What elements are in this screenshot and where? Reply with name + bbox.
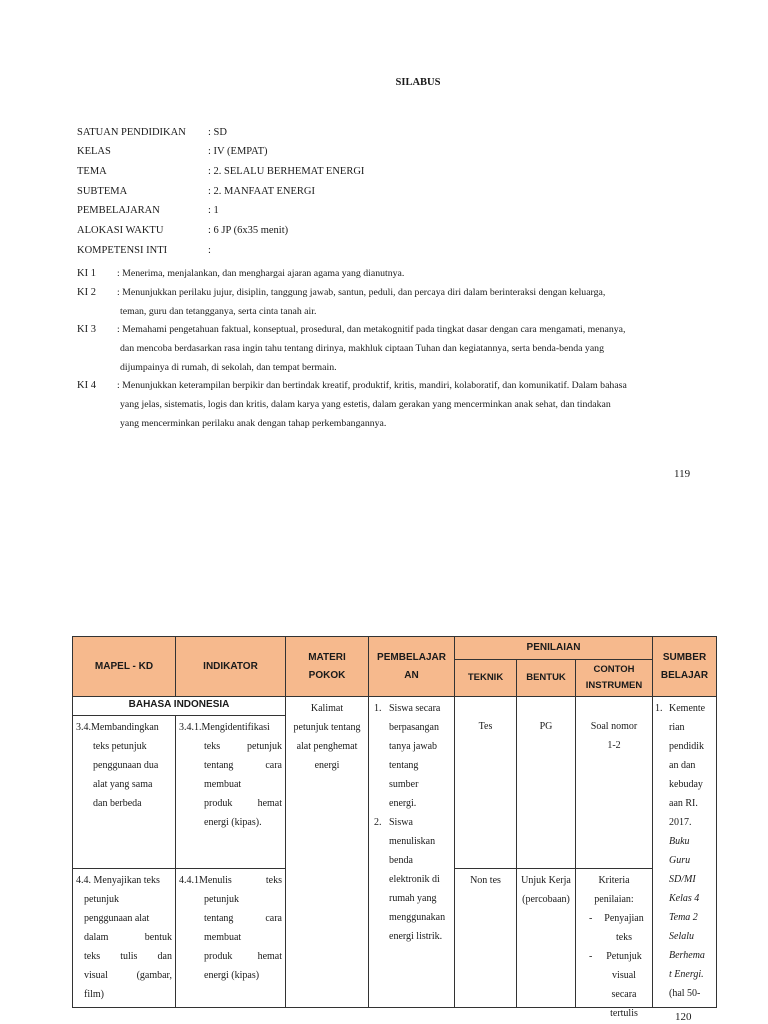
sumber-line-italic: Tema 2 [669, 912, 698, 923]
teknik-tes [454, 696, 517, 869]
meta-label: SATUAN PENDIDIKAN [77, 127, 186, 138]
sumber-line: kebuday [669, 779, 703, 790]
pembelajaran-line: Siswa secara [389, 703, 441, 714]
ki-id: KI 1 [77, 268, 96, 279]
header-pokok-label: POKOK [308, 669, 346, 681]
sumber-line: rian [669, 722, 685, 733]
ki-line: : Memahami pengetahuan faktual, konseptual, prosedural, dan metakognitif pada tingkat dasar dengan cara mengamati, menanya, [117, 324, 626, 335]
ki-line: dan mencoba berdasarkan rasa ingin tahu tentang dirinya, makhluk ciptaan Tuhan dan kegiatannya, serta benda-benda yang [120, 343, 604, 354]
teknik-tes-label: Tes [478, 721, 493, 732]
teknik-non-tes-label: Non tes [470, 875, 501, 886]
indikator-line: energi (kipas). [204, 817, 262, 828]
subject-row [72, 696, 286, 716]
meta-label: ALOKASI WAKTU [77, 225, 164, 236]
kd-line: 4.4. Menyajikan teks [76, 875, 160, 886]
ki-line: teman, guru dan tetangganya, serta cinta tanah air. [120, 306, 317, 317]
pembelajaran-line: energi listrik. [389, 931, 443, 942]
kd-line: 3.4.Membandingkan [76, 722, 159, 733]
contoh-item [579, 947, 649, 1023]
pembelajaran-line: rumah yang [389, 893, 437, 904]
sumber-line-italic: Berhema [669, 950, 705, 961]
pembelajaran-line: elektronik di [389, 874, 440, 885]
ki-line: : Menunjukkan keterampilan berpikir dan bertindak kreatif, produktif, kritis, mandiri, kolaboratif, dan komunikatif. Dalam bahasa [117, 380, 627, 391]
pembelajaran-line: menuliskan [389, 836, 436, 847]
meta-label: KELAS [77, 146, 111, 157]
kd-3-4 [72, 715, 176, 869]
header-bentuk-label: BENTUK [526, 672, 566, 683]
materi-pokok-cell [285, 696, 369, 1008]
indikator-line: energi (kipas) [204, 970, 260, 981]
header-bentuk [516, 659, 576, 697]
contoh-item-line: visual secara [611, 970, 637, 1000]
sumber-line: aan RI. [669, 798, 698, 809]
header-penilaian-label: PENILAIAN [526, 642, 581, 653]
bentuk-pg-label: PG [539, 721, 553, 732]
header-teknik [454, 659, 517, 697]
contoh-item-line: teks [615, 932, 633, 943]
pembelajaran-item [372, 813, 451, 946]
pembelajaran-line: tentang [389, 760, 419, 771]
kd-line: alat yang sama [93, 779, 153, 790]
meta-label: KOMPETENSI INTI [77, 245, 168, 256]
contoh-item-line: Penyajian [604, 913, 644, 924]
indikator-line: 3.4.1.Mengidentifikasi [179, 722, 270, 733]
kd-line: teks tulis dan [84, 951, 172, 962]
sumber-item [655, 699, 713, 1003]
header-contoh-instrumen [575, 659, 653, 697]
sumber-line-italic: Selalu [669, 931, 694, 942]
dash-mark: - [589, 951, 593, 962]
pembelajaran-line: sumber [389, 779, 419, 790]
ki-line: : Menerima, menjalankan, dan menghargai ajaran agama yang dianutnya. [117, 268, 405, 279]
meta-value: : IV (EMPAT) [208, 146, 268, 157]
meta-label: TEMA [77, 166, 107, 177]
sumber-line: (hal 50- [669, 988, 701, 999]
header-indikator-label: INDIKATOR [203, 660, 258, 672]
sumber-line-italic: SD/MI [669, 874, 696, 885]
header-instrumen-label: INSTRUMEN [585, 680, 643, 691]
kd-4-4 [72, 868, 176, 1008]
sumber-line: an dan [669, 760, 696, 771]
indikator-line: produk hemat [204, 951, 282, 962]
sumber-belajar-cell [652, 696, 717, 1008]
ki-line: : Menunjukkan perilaku jujur, disiplin, tanggung jawab, santun, peduli, dan percaya diri dalam berinteraksi dengan keluarga, [117, 287, 606, 298]
materi-line: alat penghemat [296, 741, 358, 752]
page-number-2: 120 [675, 1011, 692, 1023]
indikator-line: 4.4.1Menulis teks [179, 875, 282, 886]
kd-line: visual (gambar, [84, 970, 172, 981]
contoh-line: Soal nomor [590, 721, 638, 732]
pembelajaran-num: 1. [374, 703, 382, 714]
ki-text [117, 320, 673, 377]
header-pembelajaran-label-2: AN [404, 669, 419, 681]
kd-line: dan berbeda [93, 798, 142, 809]
ki-id: KI 4 [77, 380, 96, 391]
contoh-head-line: Kriteria [598, 875, 630, 886]
bentuk-pg [516, 696, 576, 869]
header-belajar-label: BELAJAR [660, 669, 709, 681]
dash-mark: - [589, 913, 593, 924]
header-mapel-kd [72, 636, 176, 697]
pembelajaran-item [372, 699, 451, 813]
ki-id: KI 3 [77, 324, 96, 335]
indikator-4-4-1 [175, 868, 286, 1008]
indikator-line: produk hemat [204, 798, 282, 809]
meta-value: : 1 [208, 205, 219, 216]
pembelajaran-cell [368, 696, 455, 1008]
header-penilaian [454, 636, 653, 660]
header-contoh-label: CONTOH [593, 664, 635, 675]
indikator-line: tentang cara [204, 913, 282, 924]
materi-line: petunjuk tentang [293, 722, 361, 733]
meta-label: PEMBELAJARAN [77, 205, 160, 216]
kd-line: penggunaan alat [84, 913, 150, 924]
kd-line: dalam bentuk [84, 932, 172, 943]
pembelajaran-num: 2. [374, 817, 382, 828]
header-sumber-belajar [652, 636, 717, 697]
contoh-item-line: tertulis [610, 1008, 638, 1019]
contoh-soal [575, 696, 653, 869]
sumber-line-italic: Kelas 4 [669, 893, 700, 904]
sumber-line: Kemente [669, 703, 706, 714]
header-materi-label: MATERI [308, 651, 346, 663]
kd-line: petunjuk [84, 894, 119, 905]
indikator-line: membuat [204, 779, 242, 790]
contoh-head-line: penilaian: [594, 894, 634, 905]
header-indikator [175, 636, 286, 697]
contoh-item-line: Petunjuk [606, 951, 642, 962]
ki-id: KI 2 [77, 287, 96, 298]
indikator-3-4-1 [175, 715, 286, 869]
page-number: 119 [674, 468, 691, 480]
pembelajaran-line: energi. [389, 798, 417, 809]
kd-line: penggunaan dua [93, 760, 159, 771]
sumber-num: 1. [655, 703, 663, 714]
ki-line: yang mencerminkan perilaku anak dengan tahap perkembangannya. [120, 418, 387, 429]
teknik-non-tes [454, 868, 517, 1008]
bentuk-line: Unjuk Kerja [521, 875, 571, 886]
pembelajaran-line: Siswa [389, 817, 413, 828]
meta-value: : [208, 245, 211, 256]
contoh-line: 1-2 [607, 740, 621, 751]
meta-value: : 2. MANFAAT ENERGI [208, 186, 315, 197]
ki-line: dijumpainya di rumah, di sekolah, dan tempat bermain. [120, 362, 337, 373]
contoh-item [579, 909, 649, 947]
header-mapel-label: MAPEL - KD [94, 660, 154, 672]
meta-value: : 2. SELALU BERHEMAT ENERGI [208, 166, 365, 177]
pembelajaran-line: benda [389, 855, 413, 866]
header-sumber-label: SUMBER [662, 651, 707, 663]
header-materi-pokok [285, 636, 369, 697]
indikator-line: petunjuk [204, 894, 239, 905]
sumber-line: pendidik [669, 741, 704, 752]
header-pembelajaran [368, 636, 455, 697]
meta-value: : 6 JP (6x35 menit) [208, 225, 289, 236]
pembelajaran-line: berpasangan [389, 722, 439, 733]
header-pembelajaran-label-1: PEMBELAJAR [377, 651, 446, 663]
ki-text [117, 264, 673, 283]
kd-line: film) [84, 989, 104, 1000]
meta-label: SUBTEMA [77, 186, 128, 197]
materi-line: Kalimat [310, 703, 344, 714]
document-title: SILABUS [395, 77, 441, 88]
ki-line: yang jelas, sistematis, logis dan kritis, dalam karya yang estetis, dalam gerakan yang mencerminkan anak sehat, dan tindakan [120, 399, 611, 410]
pembelajaran-line: tanya jawab [389, 741, 438, 752]
indikator-line: membuat [204, 932, 242, 943]
ki-text [117, 376, 673, 433]
sumber-line-italic: t Energi. [669, 969, 704, 980]
meta-value: : SD [208, 127, 227, 138]
sumber-line: 2017. [669, 817, 692, 828]
contoh-kriteria [575, 868, 653, 1019]
header-teknik-label: TEKNIK [467, 672, 504, 683]
pembelajaran-line: menggunakan [389, 912, 446, 923]
indikator-line: tentang cara [204, 760, 282, 771]
indikator-line: teks petunjuk [204, 741, 282, 752]
kd-line: teks petunjuk [93, 741, 147, 752]
sumber-line-italic: Guru [669, 855, 691, 866]
materi-line: energi [314, 760, 340, 771]
ki-text [117, 283, 673, 321]
bentuk-unjuk-kerja [516, 868, 576, 1008]
bentuk-line: (percobaan) [522, 894, 570, 905]
subject-label: BAHASA INDONESIA [128, 699, 230, 710]
sumber-line-italic: Buku [669, 836, 690, 847]
